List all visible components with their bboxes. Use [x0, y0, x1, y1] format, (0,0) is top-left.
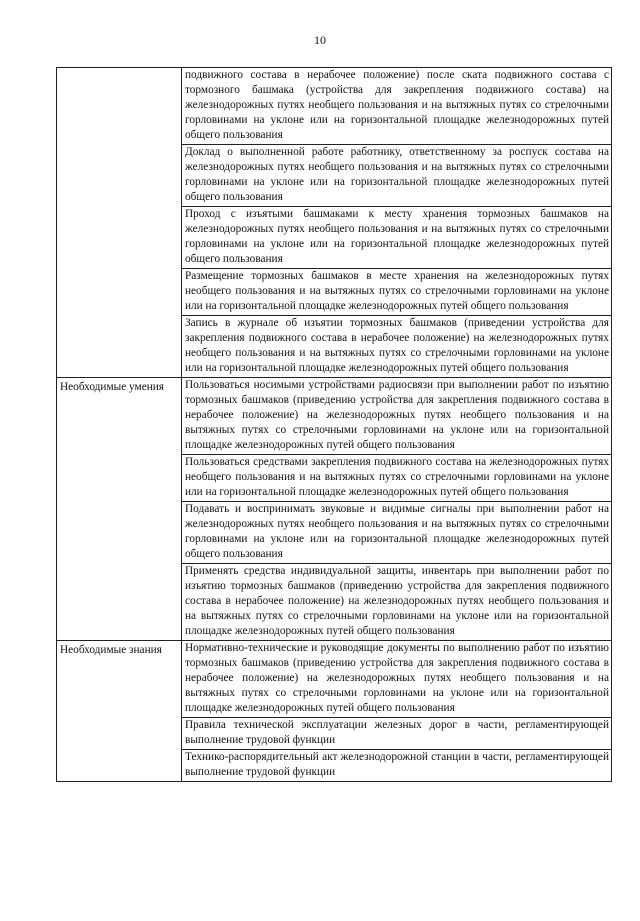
- table-cell: Технико-распорядительный акт железнодорожной станции в части, регламентирующей выполнение трудовой функции: [182, 750, 612, 782]
- table-cell: Подавать и воспринимать звуковые и видимые сигналы при выполнении работ на железнодорожных путях необщего пользования и на вытяжных путях со стрелочными горловинами на уклоне или на горизонтальной площадке железнодорожных путей общего пользования: [182, 502, 612, 564]
- labor-function-table: [56, 67, 612, 782]
- row-label-cell: [57, 641, 182, 782]
- table-cell: Размещение тормозных башмаков в месте хранения на железнодорожных путях необщего пользования и на вытяжных путях со стрелочными горловинами на уклоне или на горизонтальной площадке железнодорожных путей общего пользования: [182, 269, 612, 316]
- row-label-cell: [57, 68, 182, 378]
- row-label-cell: [57, 378, 182, 641]
- table-cell: Запись в журнале об изъятии тормозных башмаков (приведении устройства для закрепления подвижного состава в нерабочее положение) на железнодорожных путях необщего пользования и на вытяжных путях со стрелочными горловинами на уклоне или на горизонтальной площадке железнодорожных путей общего пользования: [182, 316, 612, 378]
- table-cell: Нормативно-технические и руководящие документы по выполнению работ по изъятию тормозных башмаков (приведению устройства для закрепления подвижного состава в нерабочее положение) на железнодорожных путях необщего пользования и на вытяжных путях со стрелочными горловинами на уклоне или на горизонтальной площадке железнодорожных путей общего пользования: [182, 641, 612, 718]
- table-row: [57, 68, 612, 145]
- row-label: Необходимые знания: [60, 644, 162, 656]
- table-row: [57, 378, 612, 455]
- table-cell: подвижного состава в нерабочее положение) после ската подвижного состава с тормозного башмака (устройства для закрепления подвижного состава) на железнодорожных путях необщего пользования и на вытяжных путях со стрелочными горловинами на уклоне или на горизонтальной площадке железнодорожных путей общего пользования: [182, 68, 612, 145]
- table-cell: Пользоваться носимыми устройствами радиосвязи при выполнении работ по изъятию тормозных башмаков (приведению устройства для закрепления подвижного состава в нерабочее положение) на железнодорожных путях необщего пользования и на вытяжных путях со стрелочными горловинами на уклоне или на горизонтальной площадке железнодорожных путей общего пользования: [182, 378, 612, 455]
- row-label: Необходимые умения: [60, 381, 164, 393]
- table-cell: Пользоваться средствами закрепления подвижного состава на железнодорожных путях необщего пользования и на вытяжных путях со стрелочными горловинами на уклоне или на горизонтальной площадке железнодорожных путей общего пользования: [182, 455, 612, 502]
- table-cell: Правила технической эксплуатации железных дорог в части, регламентирующей выполнение трудовой функции: [182, 718, 612, 750]
- page-number: 10: [314, 33, 326, 47]
- table-cell: Применять средства индивидуальной защиты, инвентарь при выполнении работ по изъятию тормозных башмаков (приведению устройства для закрепления подвижного состава в нерабочее положение) на железнодорожных путях необщего пользования и на вытяжных путях со стрелочными горловинами на уклоне или на горизонтальной площадке железнодорожных путей общего пользования: [182, 564, 612, 641]
- table-cell: Проход с изъятыми башмаками к месту хранения тормозных башмаков на железнодорожных путях необщего пользования и на вытяжных путях со стрелочными горловинами на уклоне или на горизонтальной площадке железнодорожных путей общего пользования: [182, 207, 612, 269]
- row-label: [60, 68, 179, 70]
- table-row: [57, 641, 612, 718]
- table-cell: Доклад о выполненной работе работнику, ответственному за роспуск состава на железнодорожных путях необщего пользования и на вытяжных путях со стрелочными горловинами на уклоне или на горизонтальной площадке железнодорожных путей общего пользования: [182, 145, 612, 207]
